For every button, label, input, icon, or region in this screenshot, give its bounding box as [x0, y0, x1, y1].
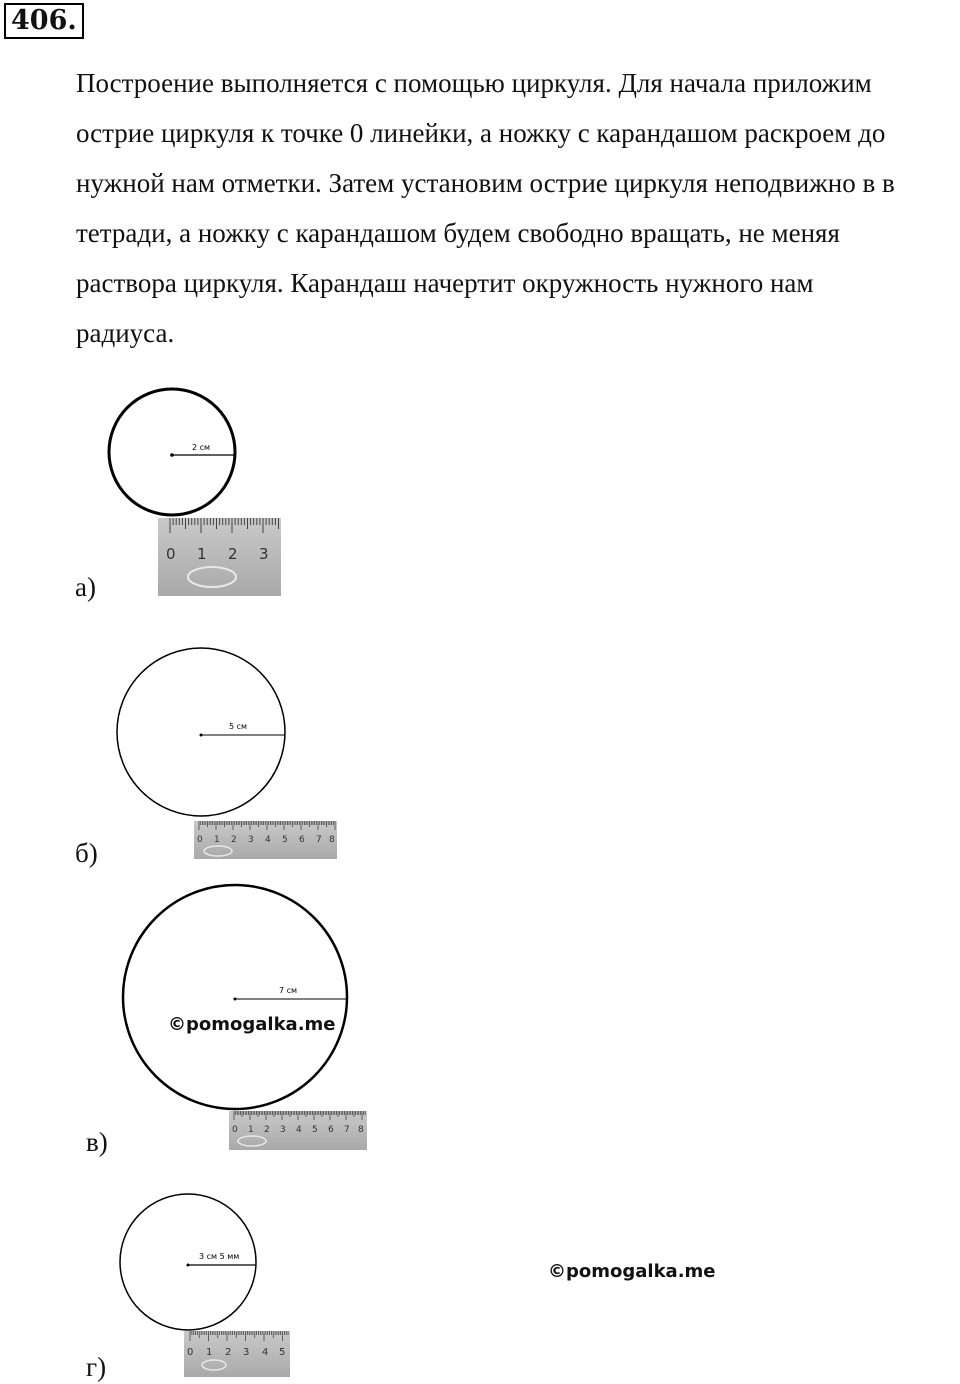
ruler-number: 1: [206, 1347, 213, 1358]
watermark: ©pomogalka.me: [548, 1261, 716, 1282]
ruler-number: 4: [296, 1125, 302, 1135]
ruler-number: 1: [197, 545, 207, 563]
figure-label-a: а): [75, 572, 96, 602]
ruler-a: [158, 518, 281, 596]
center-point-a: [170, 453, 174, 457]
text-line: острие циркуля к точке 0 линейки, а ножку с карандашом раскроем до: [76, 118, 886, 148]
ruler-number: 1: [214, 835, 220, 845]
text-line: нужной нам отметки. Затем установим острие циркуля неподвижно в в: [76, 168, 895, 198]
ruler-number: 0: [166, 545, 176, 563]
figure-b: [117, 648, 337, 859]
figure-g: [120, 1194, 290, 1377]
ruler-body: [184, 1331, 290, 1377]
ruler-number: 5: [279, 1347, 286, 1358]
ruler-number: 6: [328, 1125, 334, 1135]
ruler-number: 7: [316, 835, 322, 845]
ruler-g: [184, 1331, 290, 1377]
ruler-number: 3: [248, 835, 254, 845]
figure-label-v: в): [86, 1127, 108, 1157]
text-line: Построение выполняется с помощью циркуля. Для начала приложим: [76, 68, 872, 98]
center-point-b: [200, 734, 203, 737]
ruler-number: 3: [259, 545, 269, 563]
ruler-number: 7: [344, 1125, 350, 1135]
ruler-number: 0: [232, 1125, 238, 1135]
radius-label-b: 5 см: [229, 722, 248, 731]
circle-v: [123, 885, 347, 1109]
figure-a: [109, 389, 281, 596]
ruler-number: 2: [225, 1347, 232, 1358]
ruler-number: 3: [280, 1125, 286, 1135]
ruler-number: 4: [262, 1347, 269, 1358]
radius-label-g: 3 см 5 мм: [199, 1252, 240, 1261]
ruler-number: 2: [264, 1125, 270, 1135]
task-number: 406.: [4, 3, 84, 39]
circle-a: [109, 389, 235, 515]
ruler-number: 6: [299, 835, 305, 845]
ruler-number: 1: [248, 1125, 254, 1135]
ruler-number: 0: [187, 1347, 194, 1358]
figure-label-g: г): [86, 1352, 107, 1382]
center-point-v: [234, 998, 237, 1001]
text-line: радиуса.: [76, 318, 175, 348]
center-point-g: [187, 1264, 190, 1267]
watermark: ©pomogalka.me: [168, 1014, 336, 1035]
text-line: тетради, а ножку с карандашом будем свободно вращать, не меняя: [76, 218, 840, 248]
radius-label-v: 7 см: [279, 986, 298, 995]
text-line: раствора циркуля. Карандаш начертит окружность нужного нам: [76, 268, 814, 298]
ruler-number: 3: [243, 1347, 250, 1358]
figure-label-b: б): [75, 838, 98, 868]
ruler-number: 4: [265, 835, 271, 845]
ruler-number: 2: [231, 835, 237, 845]
circle-g: [120, 1194, 256, 1330]
ruler-number: 5: [312, 1125, 318, 1135]
ruler-number: 5: [282, 835, 288, 845]
ruler-number: 8: [358, 1125, 364, 1135]
ruler-number: 0: [197, 835, 203, 845]
ruler-number: 8: [329, 835, 335, 845]
ruler-b: [194, 821, 337, 859]
ruler-number: 2: [228, 545, 238, 563]
circle-b: [117, 648, 285, 816]
radius-label-a: 2 см: [192, 443, 211, 452]
ruler-v: [229, 1111, 367, 1150]
